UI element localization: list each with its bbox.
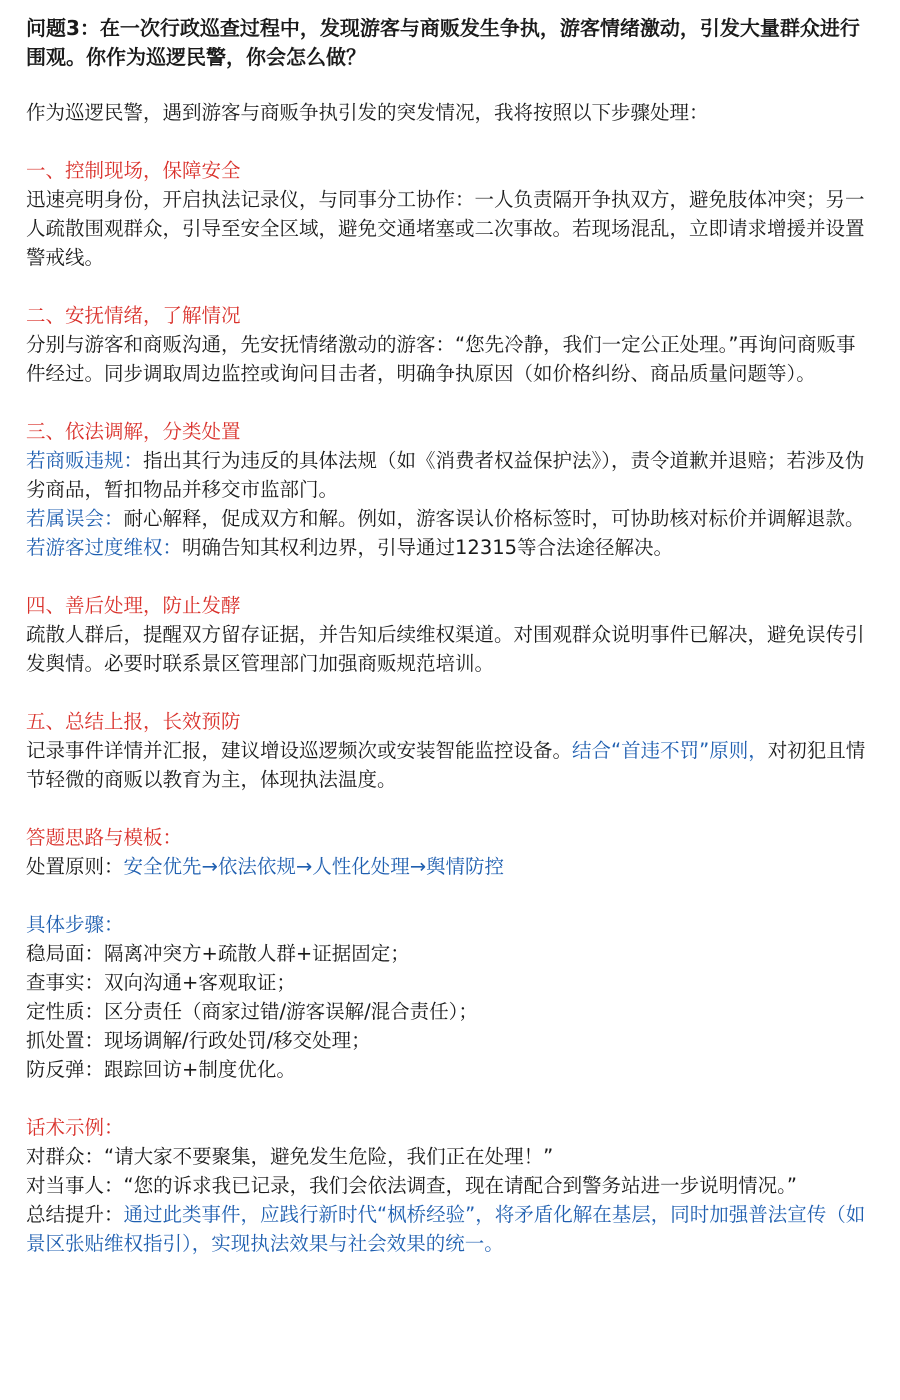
section-5-highlight: 结合“首违不罚”原则， xyxy=(572,739,768,762)
speech-summary-text: 通过此类事件，应践行新时代“枫桥经验”，将矛盾化解在基层，同时加强普法宣传（如景区张贴维权指引），实现执法效果与社会效果的统一。 xyxy=(26,1203,866,1255)
section-1-title: 一、控制现场，保障安全 xyxy=(26,159,241,182)
step-label: 抓处置： xyxy=(26,1029,105,1052)
section-3-item xyxy=(26,446,874,504)
section-3-item xyxy=(26,504,874,533)
step-item xyxy=(26,1055,874,1084)
steps-title: 具体步骤： xyxy=(26,913,124,936)
speech-party-label: 对当事人： xyxy=(26,1174,124,1197)
item-label: 若商贩违规： xyxy=(26,449,144,472)
speech-party-text: “您的诉求我已记录，我们会依法调查，现在请配合到警务站进一步说明情况。” xyxy=(123,1174,797,1197)
question-heading: 问题3：在一次行政巡查过程中，发现游客与商贩发生争执，游客情绪激动，引发大量群众进行围观。你作为巡逻民警，你会怎么做？ xyxy=(26,16,860,69)
section-5-text-2: 对初犯且情节轻微的商贩以教育为主，体现执法温度。 xyxy=(26,739,866,791)
step-text: 现场调解/行政处罚/移交处理； xyxy=(104,1029,371,1052)
step-label: 定性质： xyxy=(26,1000,105,1023)
principle-label: 处置原则： xyxy=(26,855,124,878)
item-label: 若游客过度维权： xyxy=(26,536,183,559)
step-label: 稳局面： xyxy=(26,942,105,965)
template-title: 答题思路与模板： xyxy=(26,826,183,849)
section-5-title: 五、总结上报，长效预防 xyxy=(26,710,241,733)
step-label: 查事实： xyxy=(26,971,105,994)
speech-party xyxy=(26,1171,874,1200)
section-2-body: 分别与游客和商贩沟通，先安抚情绪激动的游客：“您先冷静，我们一定公正处理。”再询问商贩事件经过。同步调取周边监控或询问目击者，明确争执原因（如价格纠纷、商品质量问题等）。 xyxy=(26,333,856,385)
principle-line xyxy=(26,852,874,881)
step-item xyxy=(26,1026,874,1055)
step-label: 防反弹： xyxy=(26,1058,105,1081)
item-text: 指出其行为违反的具体法规（如《消费者权益保护法》），责令道歉并退赔；若涉及伪劣商品，暂扣物品并移交市监部门。 xyxy=(26,449,865,501)
step-text: 隔离冲突方+疏散人群+证据固定； xyxy=(104,942,410,965)
section-4-body: 疏散人群后，提醒双方留存证据，并告知后续维权渠道。对围观群众说明事件已解决，避免误传引发舆情。必要时联系景区管理部门加强商贩规范培训。 xyxy=(26,623,865,675)
step-text: 跟踪回访+制度优化。 xyxy=(104,1058,296,1081)
speech-crowd-label: 对群众： xyxy=(26,1145,105,1168)
item-text: 明确告知其权利边界，引导通过12315等合法途径解决。 xyxy=(182,536,674,559)
section-5-text: 记录事件详情并汇报，建议增设巡逻频次或安装智能监控设备。 xyxy=(26,739,573,762)
step-item xyxy=(26,939,874,968)
speech-summary xyxy=(26,1200,874,1258)
section-5-body xyxy=(26,736,874,794)
step-item xyxy=(26,968,874,997)
section-3-title: 三、依法调解，分类处置 xyxy=(26,420,241,443)
principle-flow: 安全优先→依法依规→人性化处理→舆情防控 xyxy=(123,855,505,878)
item-label: 若属误会： xyxy=(26,507,124,530)
step-text: 双向沟通+客观取证； xyxy=(104,971,296,994)
item-text: 耐心解释，促成双方和解。例如，游客误认价格标签时，可协助核对标价并调解退款。 xyxy=(123,507,865,530)
section-4-title: 四、善后处理，防止发酵 xyxy=(26,594,241,617)
section-3-item xyxy=(26,533,874,562)
speech-crowd-text: “请大家不要聚集，避免发生危险，我们正在处理！” xyxy=(104,1145,554,1168)
speech-crowd xyxy=(26,1142,874,1171)
speech-summary-label: 总结提升： xyxy=(26,1203,124,1226)
section-1-body: 迅速亮明身份，开启执法记录仪，与同事分工协作：一人负责隔开争执双方，避免肢体冲突；另一人疏散围观群众，引导至安全区域，避免交通堵塞或二次事故。若现场混乱，立即请求增援并设置警戒线。 xyxy=(26,188,865,269)
section-2-title: 二、安抚情绪，了解情况 xyxy=(26,304,241,327)
step-item xyxy=(26,997,874,1026)
step-text: 区分责任（商家过错/游客误解/混合责任）； xyxy=(104,1000,478,1023)
intro-paragraph: 作为巡逻民警，遇到游客与商贩争执引发的突发情况，我将按照以下步骤处理： xyxy=(26,101,709,124)
speech-title: 话术示例： xyxy=(26,1116,124,1139)
